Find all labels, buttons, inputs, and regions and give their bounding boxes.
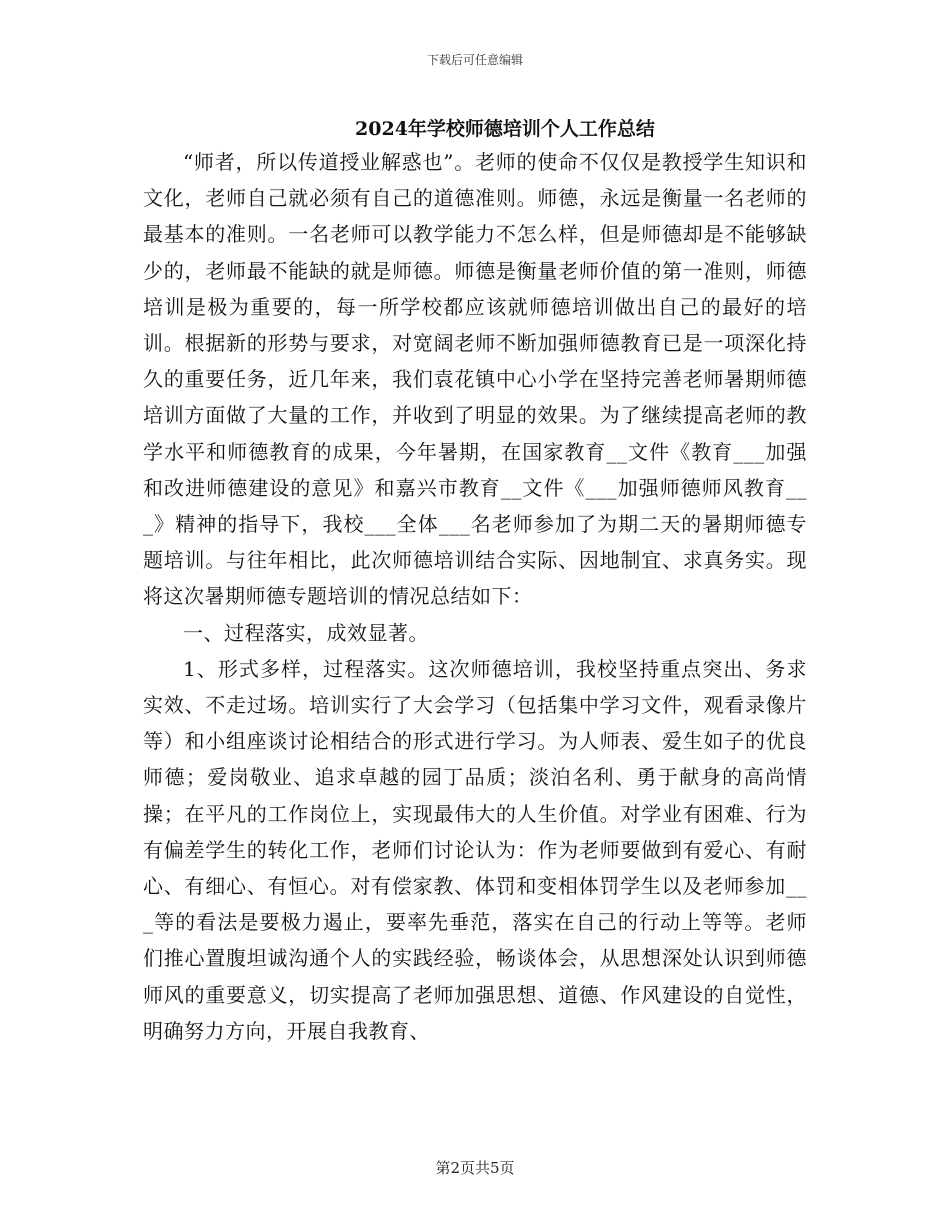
paragraph-point-1: 1、形式多样，过程落实。这次师德培训，我校坚持重点突出、务求实效、不走过场。培训实行了大会学习（包括集中学习文件，观看录像片等）和小组座谈讨论相结合的形式进行学习。为人师表、爱生如子的优良师德；爱岗敬业、追求卓越的园丁品质；淡泊名利、勇于献身的高尚情操；在平凡的工作岗位上，实现最伟大的人生价值。对学业有困难、行为有偏差学生的转化工作，老师们讨论认为：作为老师要做到有爱心、有耐心、有细心、有恒心。对有偿家教、体罚和变相体罚学生以及老师参加___等的看法是要极力遏止，要率先垂范，落实在自己的行动上等等。老师们推心置腹坦诚沟通个人的实践经验，畅谈体会，从思想深处认识到师德师风的重要意义，切实提高了老师加强思想、道德、作风建设的自觉性，明确努力方向，开展自我教育、: [143, 656, 807, 1043]
paragraph-intro: “师者，所以传道授业解惑也”。老师的使命不仅仅是教授学生知识和文化，老师自己就必须有自己的道德准则。师德，永远是衡量一名老师的最基本的准则。一名老师可以教学能力不怎么样，但是师德却是不能够缺少的，老师最不能缺的就是师德。师德是衡量老师价值的第一准则，师德培训是极为重要的，每一所学校都应该就师德培训做出自己的最好的培训。根据新的形势与要求，对宽阔老师不断加强师德教育已是一项深化持久的重要任务，近几年来，我们袁花镇中心小学在坚持完善老师暑期师德培训方面做了大量的工作，并收到了明显的效果。为了继续提高老师的教学水平和师德教育的成果，今年暑期，在国家教育__文件《教育___加强和改进师德建设的意见》和嘉兴市教育__文件《___加强师德师风教育___》精神的指导下，我校___全体___名老师参加了为期二天的暑期师德专题培训。与往年相比，此次师德培训结合实际、因地制宜、求真务实。现将这次暑期师德专题培训的情况总结如下：: [143, 150, 807, 609]
page-number: 第2页共5页: [435, 1159, 515, 1177]
document-title: 2024年学校师德培训个人工作总结: [355, 118, 655, 140]
page-header-note: 下载后可任意编辑: [426, 53, 523, 67]
paragraph-section-heading: 一、过程落实，成效显著。: [183, 620, 429, 645]
document-body: [143, 144, 807, 1049]
